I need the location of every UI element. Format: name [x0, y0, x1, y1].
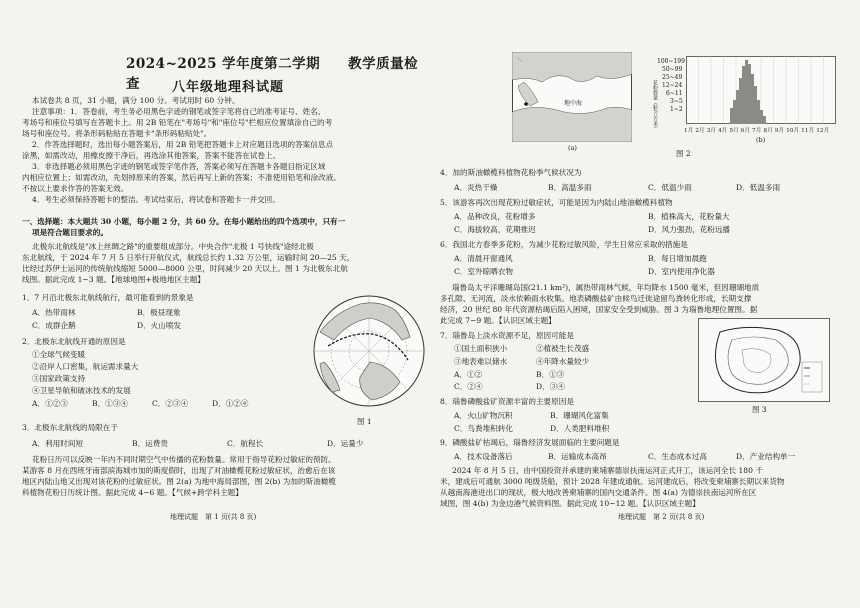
q9-option-c[interactable]: C．生态成本过高: [648, 452, 707, 461]
notice-line: 3．非选择题必须用黑色字迹的钢笔或签字笔作答，答案必须写在答题卡各题目指定区域: [32, 162, 326, 171]
pollen-calendar-chart: [686, 56, 836, 124]
passage-line: 多孔隙、无河流，淡水依赖雨水收集。地表磷酸盐矿由候鸟迁徙途留鸟粪转化形成，长期支撑: [440, 294, 752, 303]
q3-option-d[interactable]: D．运量少: [327, 439, 364, 448]
passage-line: 科植物花粉日历统计图。据此完成 4~6 题。【气候+跨学科主题】: [22, 488, 243, 497]
fig1-caption: 图 1: [357, 417, 372, 426]
section-heading: 一、选择题：本大题共 30 小题，每小题 2 分，共 60 分。在每小题给出的四个选项中，只有一: [22, 217, 346, 226]
q7-item-1: ①国土面积狭小: [454, 344, 508, 353]
notice-line: 注意事项：1．答卷前，考生务必用黑色字迹的钢笔或签字笔将自己的准考证号、姓名、: [32, 107, 326, 116]
q4-option-c[interactable]: C．低温少雨: [648, 183, 692, 192]
notice-line: 2．作答选择题时，选出每小题答案后，用 2B 铅笔把答题卡上对应题目选项的答案信息点: [32, 140, 334, 149]
q8-option-c[interactable]: C．鸟粪堆积转化: [454, 424, 513, 433]
q8-option-a[interactable]: A．火山矿物沉积: [454, 411, 513, 420]
exam-info: 本试卷共 8 页，31 小题，满分 100 分。考试用时 60 分钟。: [32, 96, 240, 105]
nauru-location-map: [698, 318, 830, 402]
question-8: 8．瑙鲁磷酸盐矿资源丰富的主要原因是: [440, 397, 574, 406]
notice-line: 4．考生必须保持答题卡的整洁。考试结束后，将试卷和答题卡一并交回。: [32, 195, 280, 204]
q3-option-c[interactable]: C．航程长: [227, 439, 264, 448]
question-7: 7．瑙鲁岛上淡水资源不足，原因可能是: [440, 331, 574, 340]
q3-option-a[interactable]: A．利用时间短: [32, 439, 84, 448]
arctic-route-map: [310, 292, 428, 410]
month-label: 2月: [695, 128, 705, 134]
question-1: 1．7 月沿北极东北航线航行，最可能看到的景象是: [22, 293, 194, 302]
month-label: 1月: [684, 128, 694, 134]
month-label: 7月: [752, 128, 762, 134]
q5-option-c[interactable]: C．海拔较高，花期推迟: [454, 225, 536, 234]
passage-line: 经济，20 世纪 80 年代资源枯竭后陷入困境，国家安全受到威胁。图 3 为瑙鲁地理位置图。据: [440, 305, 758, 314]
passage-line: 某游客 8 月在西班牙南部滨海城市加的斯度假时，出现了对油橄榄花粉过敏症状，治愈后在该: [22, 466, 336, 475]
passage-line: 花粉日历可以反映一年内不同时期空气中传播的花粉数量。常用于指导花粉过敏症的预防。: [32, 455, 336, 464]
q7-item-4: ④年降水量较少: [536, 357, 590, 366]
passage-line: 北极东北航线是"冰上丝绸之路"的重要组成部分。中央合作"北极 1 号快线"途经北极: [32, 242, 314, 251]
passage-line: 比经过苏伊士运河的传统航线缩短 5000—8000 公里，时间减少 20 天以上。图 1 为北极东北航: [22, 264, 348, 273]
notice-line: 涂黑，如需改动，用橡皮擦干净后，再选涂其他答案，答案不能答在试卷上。: [22, 151, 281, 160]
fig2a-caption: (a): [568, 144, 577, 152]
q2-item-2: ②沿岸人口密集，航运需求量大: [32, 362, 139, 371]
q6-option-c[interactable]: C．室外晾晒衣物: [454, 267, 513, 276]
page-2: [440, 0, 845, 608]
page-1: [22, 0, 432, 608]
passage-line: 地区内陆山地又出现对该花粉的过敏症状。图 2(a) 为地中海局部图，图 2(b) 为加的斯油橄榄: [22, 477, 336, 486]
q7-item-2: ②植被生长茂盛: [536, 344, 590, 353]
page-footer: 地理试题 第 1 页(共 8 页): [170, 513, 257, 521]
passage-line: 从越南海港进出口的现状，极大地改善柬埔寨的国内交通条件。图 4(a) 为德崇扶南运河所在区: [440, 488, 757, 497]
legend-1-2: 1~2: [670, 106, 683, 113]
q5-option-a[interactable]: A．品种改良，花粉增多: [454, 212, 536, 221]
q9-option-d[interactable]: D．产业结构单一: [736, 452, 796, 461]
month-label: 5月: [729, 128, 739, 134]
question-2: 2．北极东北航线开通的原因是: [22, 337, 126, 346]
passage-line: 此完成 7~9 题。【认识区域主题】: [440, 316, 556, 325]
fig2-caption: 图 2: [676, 149, 691, 158]
q4-option-b[interactable]: B．高温多雨: [548, 183, 592, 192]
q8-option-b[interactable]: B．珊瑚风化富集: [550, 411, 609, 420]
legend-3-5: 3~5: [670, 98, 683, 105]
page-footer: 地理试题 第 2 页(共 8 页): [618, 513, 705, 521]
q6-option-d[interactable]: D．室内使用净化器: [648, 267, 715, 276]
question-9: 9．磷酸盐矿枯竭后，瑙鲁经济发展面临的主要问题是: [440, 438, 620, 447]
question-4: 4．加的斯油橄榄科植物花粉季气候状况为: [440, 168, 582, 177]
month-label: 12月: [816, 128, 830, 134]
fig2b-caption: (b): [756, 136, 766, 144]
q8-option-d[interactable]: D．人类肥料堆积: [550, 424, 610, 433]
exam-title: 2024~2025 学年度第二学期 教学质量检查: [126, 56, 419, 92]
q1-option-a[interactable]: A．热带雨林: [32, 308, 76, 317]
q7-option-c[interactable]: C．②④: [454, 382, 483, 391]
q7-item-3: ③地表难以储水: [454, 357, 508, 366]
q2-option-b[interactable]: B．①③④: [92, 399, 128, 408]
q7-option-a[interactable]: A．①②: [454, 370, 483, 379]
q9-option-a[interactable]: A．技术设备落后: [454, 452, 513, 461]
q5-option-d[interactable]: D．风力强劲，花粉远播: [648, 225, 731, 234]
q1-option-b[interactable]: B．极昼现象: [137, 308, 181, 317]
fig3-caption: 图 3: [752, 405, 767, 414]
q2-item-1: ①全球气候变暖: [32, 350, 86, 359]
q5-option-b[interactable]: B．植株高大，花粉量大: [648, 212, 730, 221]
notice-line: 内相应位置上；如需改动，先划掉原来的答案，然后再写上新的答案；不准使用铅笔和涂改液。: [22, 173, 341, 182]
month-label: 9月: [774, 128, 785, 134]
q1-option-c[interactable]: C．成群企鹅: [32, 321, 76, 330]
legend-100-199: 100~199: [657, 58, 685, 65]
passage-line: 瑙鲁岛太平洋珊瑚岛国(21.1 km²)，属热带雨林气候，年均降水 1500 毫米，但因珊瑚地质: [452, 283, 760, 292]
month-label: 4月: [718, 128, 728, 134]
q4-option-d[interactable]: D．低温多雨: [736, 183, 781, 192]
q6-option-a[interactable]: A．清晨开窗通风: [454, 254, 513, 263]
legend-12-24: 12~24: [662, 82, 683, 89]
legend-6-11: 6~11: [666, 90, 683, 97]
q3-option-b[interactable]: B．运费贵: [132, 439, 168, 448]
notice-line: 场号和座位号。将条形码粘贴在答题卡"条形码粘贴处"。: [22, 129, 212, 138]
exam-subtitle: 八年级地理科试题: [172, 80, 285, 95]
q1-option-d[interactable]: D．火山喷发: [137, 321, 182, 330]
chart-ylabel: 花粉数量（粒/立方米）: [652, 80, 658, 132]
month-axis: [684, 126, 829, 134]
notice-line: 不按以上要求作答的答案无效。: [22, 184, 129, 193]
question-6: 6．我国北方春季多花粉，为减少花粉过敏风险，学生日常应采取的措施是: [440, 240, 688, 249]
section-heading: 项是符合题目要求的。: [32, 228, 108, 237]
q4-option-a[interactable]: A．炎热干燥: [454, 183, 498, 192]
q2-option-a[interactable]: A．①②③: [32, 399, 68, 408]
month-label: 11月: [801, 128, 815, 134]
mediterranean-map: [512, 52, 632, 142]
question-5: 5．该游客再次出现花粉过敏症状，可能是因为内陆山地油橄榄科植物: [440, 198, 673, 207]
q9-option-b[interactable]: B．运输成本高昂: [548, 452, 607, 461]
legend-50-99: 50~99: [662, 66, 683, 73]
q7-option-b[interactable]: B．①③: [536, 370, 565, 379]
month-label: 8月: [763, 128, 773, 134]
passage-line: 米，建成后可通航 3000 吨级货船，预计 2028 年建成通航。运河建成后，将改变柬埔寨长期以来货物: [440, 477, 785, 486]
q2-option-d[interactable]: D．①②④: [212, 399, 249, 408]
q2-item-3: ③国家政策支持: [32, 374, 86, 383]
q7-option-d[interactable]: D．③④: [536, 382, 565, 391]
legend-25-49: 25~49: [662, 74, 683, 81]
notice-line: 考场号和座位号填写在答题卡上。用 2B 铅笔在"考场号"和"座位号"栏相应位置填涂自己的考: [22, 118, 333, 127]
q6-option-b[interactable]: B．每日增加晨跑: [648, 254, 707, 263]
question-3: 3．北极东北航线的局限在于: [22, 423, 118, 432]
month-label: 6月: [740, 128, 751, 134]
passage-line: 2024 年 8 月 5 日，由中国投资并承建的柬埔寨德崇扶南运河正式开工，该运河全长 180 千: [452, 466, 763, 475]
q2-option-c[interactable]: C．②③④: [152, 399, 189, 408]
month-label: 10月: [786, 128, 800, 134]
passage-line: 线图。据此完成 1~3 题。【地球地图+极地地区主题】: [22, 275, 205, 284]
q2-item-4: ④卫星导航和破冰技术的发展: [32, 386, 131, 395]
passage-line: 东北航线，于 2024 年 7 月 5 日举行开航仪式，航线总长约 1.32 万公里，运输时间 20—25 天，: [22, 253, 355, 262]
month-label: 3月: [706, 128, 717, 134]
passage-line: 域图，图 4(b) 为金边港气候资料图。据此完成 10~12 题。【认识区域主题】: [440, 499, 700, 508]
map-sea-label: 地中海: [564, 100, 583, 107]
